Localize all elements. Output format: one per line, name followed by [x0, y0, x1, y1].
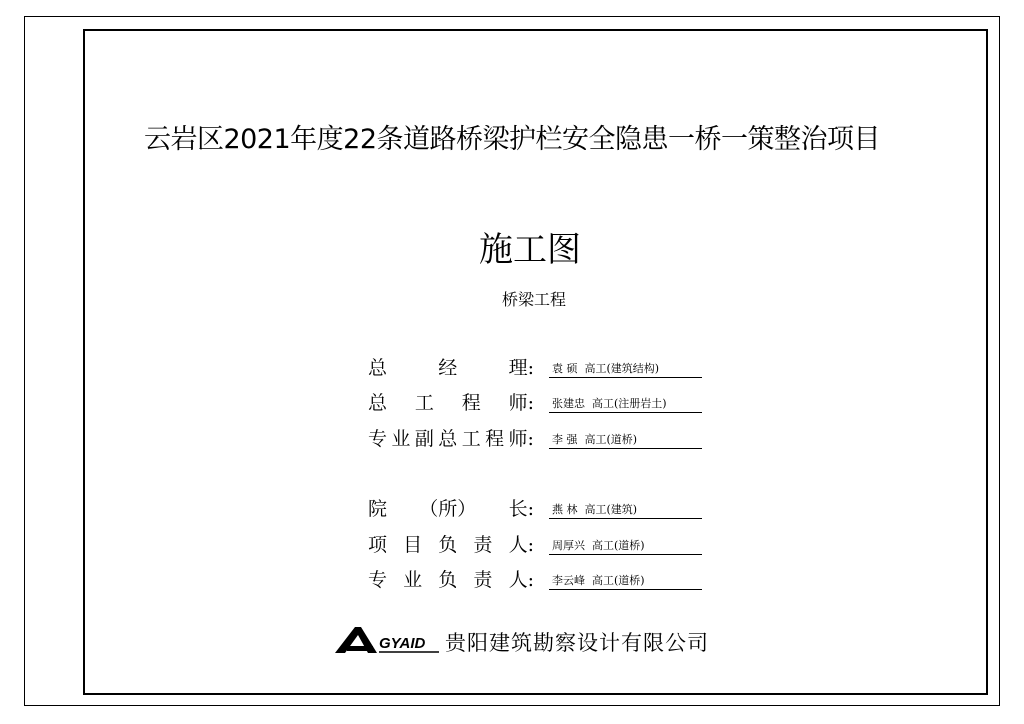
discipline-subtitle: 桥梁工程: [501, 290, 566, 309]
signature-role-char: 人:: [508, 569, 534, 591]
signature-role: [368, 427, 534, 451]
document-type-title: 施工图: [479, 230, 581, 270]
signature-underline: [549, 377, 702, 378]
company-logo-text: GYAID: [379, 635, 426, 652]
signature-person: 李云峰 高工(道桥): [552, 574, 645, 587]
signature-role-char: 专: [368, 428, 388, 450]
signature-role-char: 人:: [508, 534, 534, 556]
signature-role-char: 目: [403, 534, 423, 556]
signature-role-char: 责: [473, 534, 493, 556]
signature-role-char: 师:: [508, 392, 534, 414]
signature-role-char: 副: [414, 428, 434, 450]
signature-person: 周厚兴 高工(道桥): [552, 539, 645, 552]
signature-underline: [549, 554, 702, 555]
company-name: 贵阳建筑勘察设计有限公司: [445, 631, 709, 655]
signature-underline: [549, 448, 702, 449]
signature-role: [368, 391, 534, 415]
signature-role-char: 项: [368, 534, 388, 556]
project-title: 云岩区2021年度22条道路桥梁护栏安全隐患一桥一策整治项目: [143, 124, 881, 155]
signature-role-char: 经: [438, 357, 458, 379]
signature-role: [368, 497, 534, 521]
signature-role-char: 程: [461, 392, 481, 414]
signature-role-char: 总: [368, 392, 388, 414]
signature-role: [368, 533, 534, 557]
signature-role-char: 理:: [508, 357, 534, 379]
signature-underline: [549, 589, 702, 590]
signature-role-char: 长:: [508, 498, 534, 520]
signature-row: [368, 497, 708, 523]
signature-person: 李 强 高工(道桥): [552, 433, 638, 446]
signature-row: [368, 568, 708, 594]
signature-row: [368, 391, 708, 417]
signature-row: [368, 427, 708, 453]
signature-role: [368, 568, 534, 592]
signature-row: [368, 356, 708, 382]
company-logo-icon: [333, 625, 441, 655]
signature-role-char: 总: [368, 357, 388, 379]
signature-role-char: 专: [368, 569, 388, 591]
signature-role-char: 业: [391, 428, 411, 450]
signature-row: [368, 533, 708, 559]
signature-role-char: 业: [403, 569, 423, 591]
signature-underline: [549, 412, 702, 413]
signature-role-char: 责: [473, 569, 493, 591]
signature-role-char: 总: [438, 428, 458, 450]
signature-role-char: 院: [368, 498, 388, 520]
signature-role-char: 负: [438, 534, 458, 556]
signature-role: [368, 356, 534, 380]
signature-person: 燕 林 高工(建筑): [552, 503, 638, 516]
signature-underline: [549, 518, 702, 519]
signature-role-char: 工: [461, 428, 481, 450]
company-footer: [333, 625, 713, 655]
signature-role-char: 负: [438, 569, 458, 591]
signature-role-char: 工: [414, 392, 434, 414]
signature-person: 张建忠 高工(注册岩土): [552, 397, 667, 410]
signature-person: 袁 硕 高工(建筑结构): [552, 362, 660, 375]
signature-role-char: 程: [485, 428, 505, 450]
signature-role-char: 师:: [508, 428, 534, 450]
signature-role-char: （所）: [419, 498, 477, 520]
